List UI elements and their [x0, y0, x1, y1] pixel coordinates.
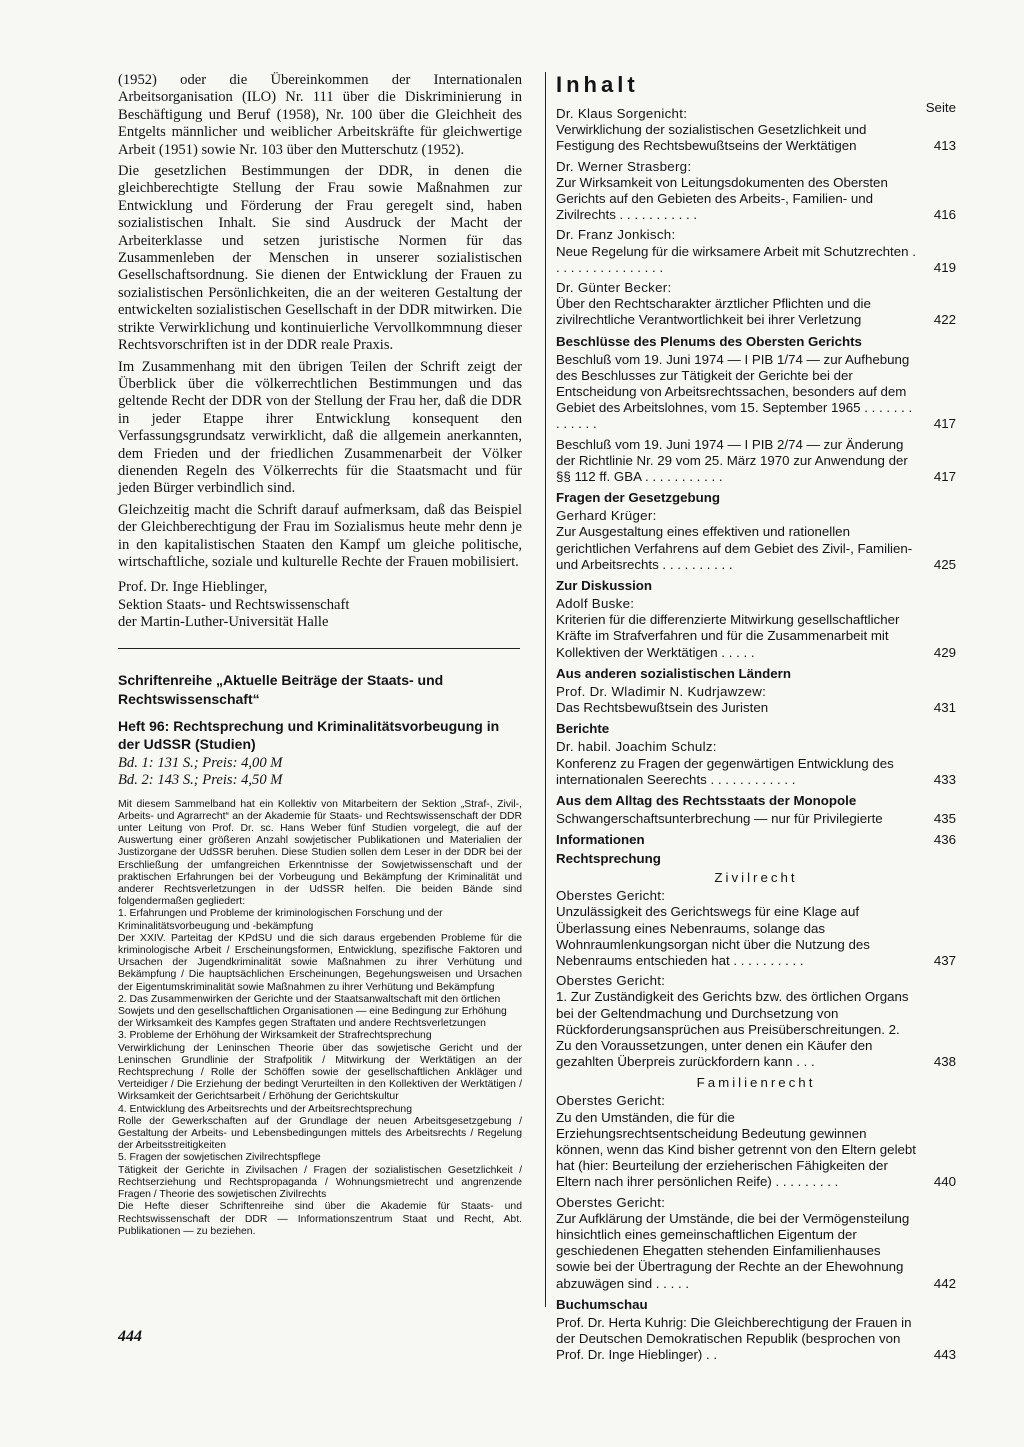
toc-author: Dr. Werner Strasberg: — [556, 158, 692, 174]
section-heading: Fragen der Gesetzgebung — [556, 490, 721, 506]
section-heading: Aus dem Alltag des Rechtsstaats der Monopole — [556, 792, 857, 808]
toc-page: 419 — [933, 259, 956, 275]
heft-title: Heft 96: Rechtsprechung und Kriminalitätsvorbeugung in der UdSSR (Studien) — [118, 717, 500, 752]
band-1-price: Bd. 1: 131 S.; Preis: 4,00 M — [118, 754, 283, 771]
price-list — [118, 755, 522, 789]
toc-entry[interactable] — [556, 159, 956, 224]
toc-title: Unzulässigkeit des Gerichtswegs für eine Klage auf Überlassung eines Nebenraums, solange das Wohnraumlenkungsorgan nicht über die Nutzung des Nebenraums entschieden hat . . . . . . . . . . — [556, 904, 870, 968]
chapter-body: Tätigkeit der Gerichte in Zivilsachen / Fragen der sozialistischen Gesetzlichkeit / Rechtserziehung und Rechtspropaganda / Wohnungsmietrecht und angrenzende Fragen / Theorie des sowjetischen Zivilrechts — [118, 1164, 522, 1201]
toc-entry[interactable] — [556, 684, 956, 716]
chapter-heading: 2. Das Zusammenwirken der Gerichte und der Staatsanwaltschaft mit den örtlichen Sowjets und den gesellschaftlichen Organisationen — eine Bedingung zur Erhöhung der Wirksamkeit des Kampfes gegen Straftaten und andere Rechtsverletzungen — [118, 993, 507, 1030]
toc-entry[interactable] — [556, 831, 956, 848]
body-paragraph: Die gesetzlichen Bestimmungen der DDR, in denen die gleichberechtigte Stellung der Frau sowie Maßnahmen zur Entwicklung und Förderung der Frau geregelt sind, haben sozialistischen Inhalt. Sie sind Ausdruck der Macht der Arbeiterklasse und setzen juristische Normen für das Zusammenleben der Menschen in unserer sozialistischen Gesellschaftsordnung. Sie dienen der Entwicklung der Frauen zu sozialistischen Persönlichkeiten, die an der weiteren Gestaltung der entwickelten sozialistischen Gesellschaft in der DDR mitwirken. Die strikte Verwirklichung und kontinuierliche Vervollkommnung dieser Rechtsvorschriften ist in der DDR reale Praxis. — [118, 163, 522, 354]
body-paragraph: Gleichzeitig macht die Schrift darauf aufmerksam, daß das Beispiel der Gleichberechtigung der Frau im Sozialismus heute mehr denn je in den kapitalistischen Staaten den Kampf um gleiche politische, wirtschaftliche, soziale und kulturelle Rechte der Frauen mobilisiert. — [118, 501, 522, 570]
toc-title: 1. Zur Zuständigkeit des Gerichts bzw. des örtlichen Organs bei der Geltendmachung und Durchsetzung von Rückforderungsansprüchen aus Preisüberschreitungen. 2. Zu den Voraussetzungen, unter denen ein Käufer den gezahlten Überpreis zurückfordern kann . . . — [556, 989, 909, 1070]
toc-entry[interactable] — [556, 739, 956, 788]
body-paragraph: (1952) oder die Übereinkommen der Internationalen Arbeitsorganisation (ILO) Nr. 111 über die Diskriminierung in Beschäftigung und Beruf (1958), Nr. 100 über die Gleichheit des Entgelts männlicher und weiblicher Arbeitskräfte für gleichwertige Arbeit (1951) sowie Nr. 103 über den Mutterschutz (1952). — [118, 72, 522, 158]
toc-entry[interactable] — [556, 1093, 956, 1190]
toc-entry[interactable] — [556, 106, 956, 155]
section-heading: Rechtsprechung — [556, 851, 661, 867]
toc-entry[interactable] — [556, 437, 956, 486]
toc-author: Oberstes Gericht: — [556, 1194, 666, 1210]
body-paragraph: Im Zusammenhang mit den übrigen Teilen der Schrift zeigt der Überblick über die völkerrechtlichen Bestimmungen und das geltende Recht der DDR von der Stellung der Frau her, daß die DDR in jeder Etappe ihrer Entwicklung konsequent den Verfassungsgrundsatz verwirklicht, daß die allgemein anerkannten, dem Frieden und der friedlichen Zusammenarbeit der Völker dienenden Regeln des Völkerrechts für die Staatsmacht und für jeden Bürger verbindlich sind. — [118, 358, 522, 497]
ordering-note: Die Hefte dieser Schriftenreihe sind über die Akademie für Staats- und Rechtswissenschaft der DDR — Informationszentrum Staat und Recht, Abt. Publikationen — zu beziehen. — [118, 1201, 522, 1237]
toc-page: 437 — [933, 952, 956, 968]
toc-author: Prof. Dr. Wladimir N. Kudrjawzew: — [556, 683, 767, 699]
toc-page: 413 — [933, 138, 956, 154]
toc-page: 440 — [933, 1174, 956, 1190]
toc-author: Dr. Günter Becker: — [556, 280, 672, 296]
table-of-contents — [556, 72, 956, 1367]
subsection-heading: Zivilrecht — [714, 870, 798, 886]
left-column — [118, 72, 522, 1238]
toc-title: Verwirklichung der sozialistischen Gesetzlichkeit und Festigung des Rechtsbewußtseins der Werktätigen — [556, 122, 867, 154]
section-heading: Zur Diskussion — [556, 578, 653, 594]
toc-entry[interactable] — [556, 280, 956, 329]
toc-author: Dr. Franz Jonkisch: — [556, 227, 676, 243]
chapter-heading: 3. Probleme der Erhöhung der Wirksamkeit der Strafrechtsprechung — [118, 1030, 432, 1042]
toc-page: 443 — [933, 1347, 956, 1363]
toc-entry[interactable] — [556, 596, 956, 661]
toc-page: 442 — [933, 1275, 956, 1291]
toc-title: Schwangerschaftsunterbrechung — nur für Privilegierte — [556, 810, 883, 826]
toc-page: 429 — [933, 644, 956, 660]
contents-title: Inhalt — [556, 72, 639, 97]
signature-name: Prof. Dr. Inge Hieblinger, — [118, 579, 268, 596]
contents-vertical-rule — [545, 72, 546, 1307]
chapter-body: Der XXIV. Parteitag der KPdSU und die sich daraus ergebenden Probleme für die kriminologische Arbeit / Erscheinungsformen, Entwicklung, spezifische Faktoren und Ursachen der Jugendkriminalität sowie Maßnahmen zu ihrer Verhütung und Bekämpfung / Die hauptsächlichen Erscheinungen, Begehungsweisen und Ursachen der Eigentumskriminalität sowie Maßnahmen zu ihrer Verhütung und Bekämpfung — [118, 932, 522, 993]
toc-title: Zur Aufklärung der Umstände, die bei der Vermögensteilung hinsichtlich eines gemeinschaftlichen Eigentum der geschiedenen Ehegatten stehenden Einfamilienhauses sowie bei der Übertragung der Rechte an der Ehewohnung abzuwägen sind . . . . . — [556, 1210, 910, 1291]
toc-title: Kriterien für die differenzierte Mitwirkung gesellschaftlicher Kräfte im Strafverfahren und für die Zusammenarbeit mit Kollektiven der Werktätigen . . . . . — [556, 612, 900, 660]
chapter-body: Rolle der Gewerkschaften auf der Grundlage der neuen Arbeitsgesetzgebung / Gestaltung der Arbeits- und Lebensbedingungen mittels des Arbeitsrechts / Regelung der Arbeitsstreitigkeiten — [118, 1115, 522, 1152]
toc-title: Zur Ausgestaltung eines effektiven und rationellen gerichtlichen Verfahrens auf dem Gebiet des Zivil-, Familien- und Arbeitsrechts . . . . . . . . . . — [556, 524, 913, 572]
toc-title: Prof. Dr. Herta Kuhrig: Die Gleichberechtigung der Frauen in der Deutschen Demokratischen Republik (besprochen von Prof. Dr. Inge Hieblinger) . . — [556, 1314, 912, 1363]
chapter-heading: 5. Fragen der sowjetischen Zivilrechtspflege — [118, 1152, 321, 1164]
toc-entry[interactable] — [556, 888, 956, 969]
toc-author: Oberstes Gericht: — [556, 888, 666, 904]
toc-title: Beschluß vom 19. Juni 1974 — I PIB 2/74 — zur Änderung der Richtlinie Nr. 29 vom 25. März 1970 zur Anwendung der §§ 112 ff. GBA . . . . . . . . . . . — [556, 436, 908, 485]
toc-page: 417 — [933, 469, 956, 485]
review-signature — [118, 579, 522, 631]
toc-page: 433 — [933, 771, 956, 787]
toc-entry[interactable] — [556, 1195, 956, 1292]
toc-page: 436 — [933, 832, 956, 848]
toc-author: Dr. habil. Joachim Schulz: — [556, 739, 717, 755]
toc-author: Oberstes Gericht: — [556, 1093, 666, 1109]
toc-entry[interactable] — [556, 973, 956, 1070]
toc-title: Beschluß vom 19. Juni 1974 — I PIB 1/74 — zur Aufhebung des Beschlusses zur Tätigkeit der Gerichte bei der Entscheidung von Arbeitsrechtssachen, besonders auf dem Gebiet des Arbeitslohnes, vom 15. September 1965 . . . . . . . . . . . . . — [556, 351, 913, 432]
toc-title: Zu den Umständen, die für die Erziehungsrechtsentscheidung Bedeutung gewinnen können, wenn das Kind bisher getrennt von den Eltern gelebt hat (hier: Beurteilung der erzieherischen Fähigkeiten der Eltern nach ihrer persönlichen Reife) . . . . . . . . . — [556, 1109, 917, 1190]
section-heading: Aus anderen sozialistischen Ländern — [556, 665, 791, 681]
toc-title: Über den Rechtscharakter ärztlicher Pflichten und die zivilrechtliche Verantwortlichkeit bei ihrer Verletzung — [556, 296, 871, 328]
toc-page: 425 — [933, 556, 956, 572]
series-description: Mit diesem Sammelband hat ein Kollektiv von Mitarbeitern der Sektion „Straf-, Zivil-, Arbeits- und Agrarrecht“ an der Akademie für Staats- und Rechtswissenschaft der DDR unter Leitung von Prof. Dr. sc. Hans Weber fünf Studien vorgelegt, die auf der Auswertung einer größeren Anzahl sowjetischer Publikationen und Materialien der Justizorgane der UdSSR beruhen. Diese Studien sollen dem Leser in der DDR bei der Erschließung der umfangreichen Erkenntnisse der Sowjetwissenschaft und der praktischen Erfahrungen bei der Vorbeugung und Bekämpfung der Kriminalität und anderer Rechtsverletzungen in der UdSSR helfen. Die beiden Bände sind folgendermaßen gegliedert: — [118, 798, 522, 908]
chapter-heading: 4. Entwicklung des Arbeitsrechts und der Arbeitsrechtsprechung — [118, 1103, 412, 1115]
toc-author: Adolf Buske: — [556, 596, 635, 612]
chapter-heading: 1. Erfahrungen und Probleme der kriminologischen Forschung und der Kriminalitätsvorbeugung und -bekämpfung — [118, 908, 443, 932]
signature-university: der Martin-Luther-Universität Halle — [118, 614, 329, 631]
toc-entry[interactable] — [556, 1315, 956, 1364]
toc-page: 435 — [933, 810, 956, 826]
toc-title: Das Rechtsbewußtsein des Juristen — [556, 700, 769, 716]
page-number: 444 — [118, 1328, 142, 1345]
toc-page: 422 — [933, 312, 956, 328]
chapter-list — [118, 908, 522, 1201]
toc-entry[interactable] — [556, 811, 956, 827]
section-heading: Berichte — [556, 721, 610, 737]
toc-page: 417 — [933, 416, 956, 432]
chapter-body: Verwirklichung der Leninschen Theorie über das sowjetische Gericht und der Leninschen Grundlinie der Strafpolitik / Mitwirkung der Werktätigen an der Rechtsprechung / Rolle der Schöffen sowie der gesellschaftlichen Ankläger und Verteidiger / Die Erziehung der bedingt Verurteilten in den Kollektiven der Werktätigen / Wirksamkeit der Gerichtsarbeit / Erhöhung der Gerichtskultur — [118, 1042, 522, 1103]
toc-page: 438 — [933, 1054, 956, 1070]
section-divider — [118, 648, 520, 649]
toc-entry[interactable] — [556, 508, 956, 573]
toc-author: Dr. Klaus Sorgenicht: — [556, 106, 688, 121]
series-title: Schriftenreihe „Aktuelle Beiträge der Staats- und Rechtswissenschaft“ — [118, 671, 444, 707]
toc-page: 431 — [933, 700, 956, 716]
section-heading: Buchumschau — [556, 1296, 648, 1312]
section-heading: Informationen — [556, 832, 645, 848]
toc-author: Oberstes Gericht: — [556, 973, 666, 989]
toc-title: Konferenz zu Fragen der gegenwärtigen Entwicklung des internationalen Seerechts . . . . . . . . . . . . — [556, 755, 894, 787]
toc-page: 416 — [933, 207, 956, 223]
toc-entry[interactable] — [556, 227, 956, 276]
page-column-label: Seite — [925, 100, 956, 115]
band-2-price: Bd. 2: 143 S.; Preis: 4,50 M — [118, 771, 283, 788]
toc-author: Gerhard Krüger: — [556, 508, 657, 524]
toc-title: Neue Regelung für die wirksamere Arbeit mit Schutzrechten . . . . . . . . . . . . . . . . — [556, 243, 916, 275]
signature-affiliation: Sektion Staats- und Rechtswissenschaft — [118, 596, 350, 613]
subsection-heading: Familienrecht — [696, 1075, 816, 1091]
section-heading: Beschlüsse des Plenums des Obersten Gerichts — [556, 333, 862, 349]
toc-title: Zur Wirksamkeit von Leitungsdokumenten des Obersten Gerichts auf den Gebieten des Arbeits-, Familien- und Zivilrechts . . . . . . . . . . . — [556, 174, 888, 223]
toc-entry[interactable] — [556, 352, 956, 433]
